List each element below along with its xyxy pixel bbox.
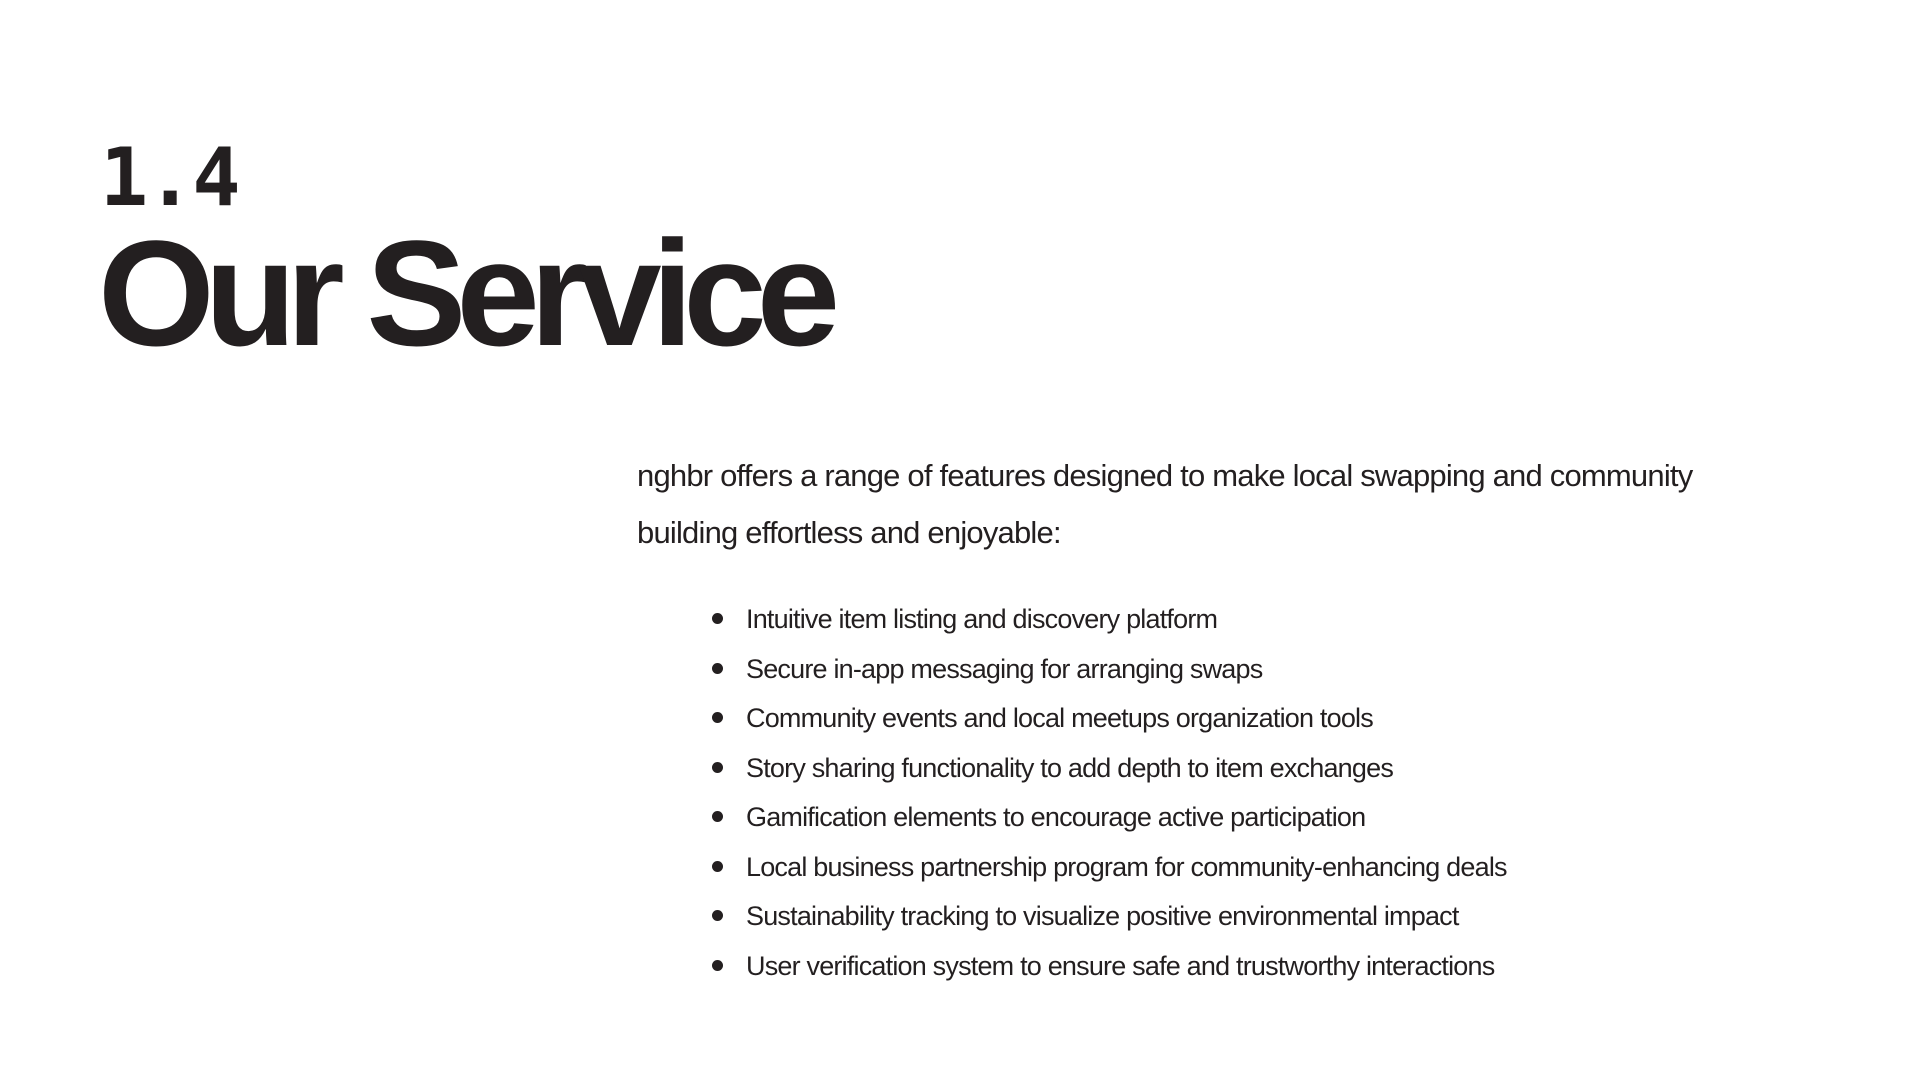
feature-text: Secure in-app messaging for arranging swaps bbox=[746, 653, 1263, 684]
feature-text: Local business partnership program for community-enhancing deals bbox=[746, 851, 1507, 882]
bullet-icon bbox=[712, 762, 723, 773]
feature-text: Intuitive item listing and discovery platform bbox=[746, 604, 1218, 634]
bullet-icon bbox=[712, 811, 723, 822]
page-title: Our Service bbox=[98, 209, 831, 377]
bullet-icon bbox=[712, 663, 723, 674]
feature-text: Gamification elements to encourage active participation bbox=[746, 802, 1366, 832]
bullet-icon bbox=[712, 960, 723, 971]
feature-text: Sustainability tracking to visualize positive environmental impact bbox=[746, 901, 1459, 931]
feature-text: User verification system to ensure safe and trustworthy interactions bbox=[746, 950, 1495, 981]
bullet-icon bbox=[712, 613, 723, 624]
feature-text: Community events and local meetups organization tools bbox=[746, 703, 1373, 733]
section-number: 1.4 bbox=[100, 131, 239, 224]
bullet-icon bbox=[712, 712, 723, 723]
bullet-icon bbox=[712, 861, 723, 872]
bullet-icon bbox=[712, 910, 723, 921]
feature-text: Story sharing functionality to add depth to item exchanges bbox=[746, 752, 1394, 783]
intro-paragraph: nghbr offers a range of features designed to make local swapping and community building effortless and enjoyable: bbox=[637, 458, 1693, 550]
